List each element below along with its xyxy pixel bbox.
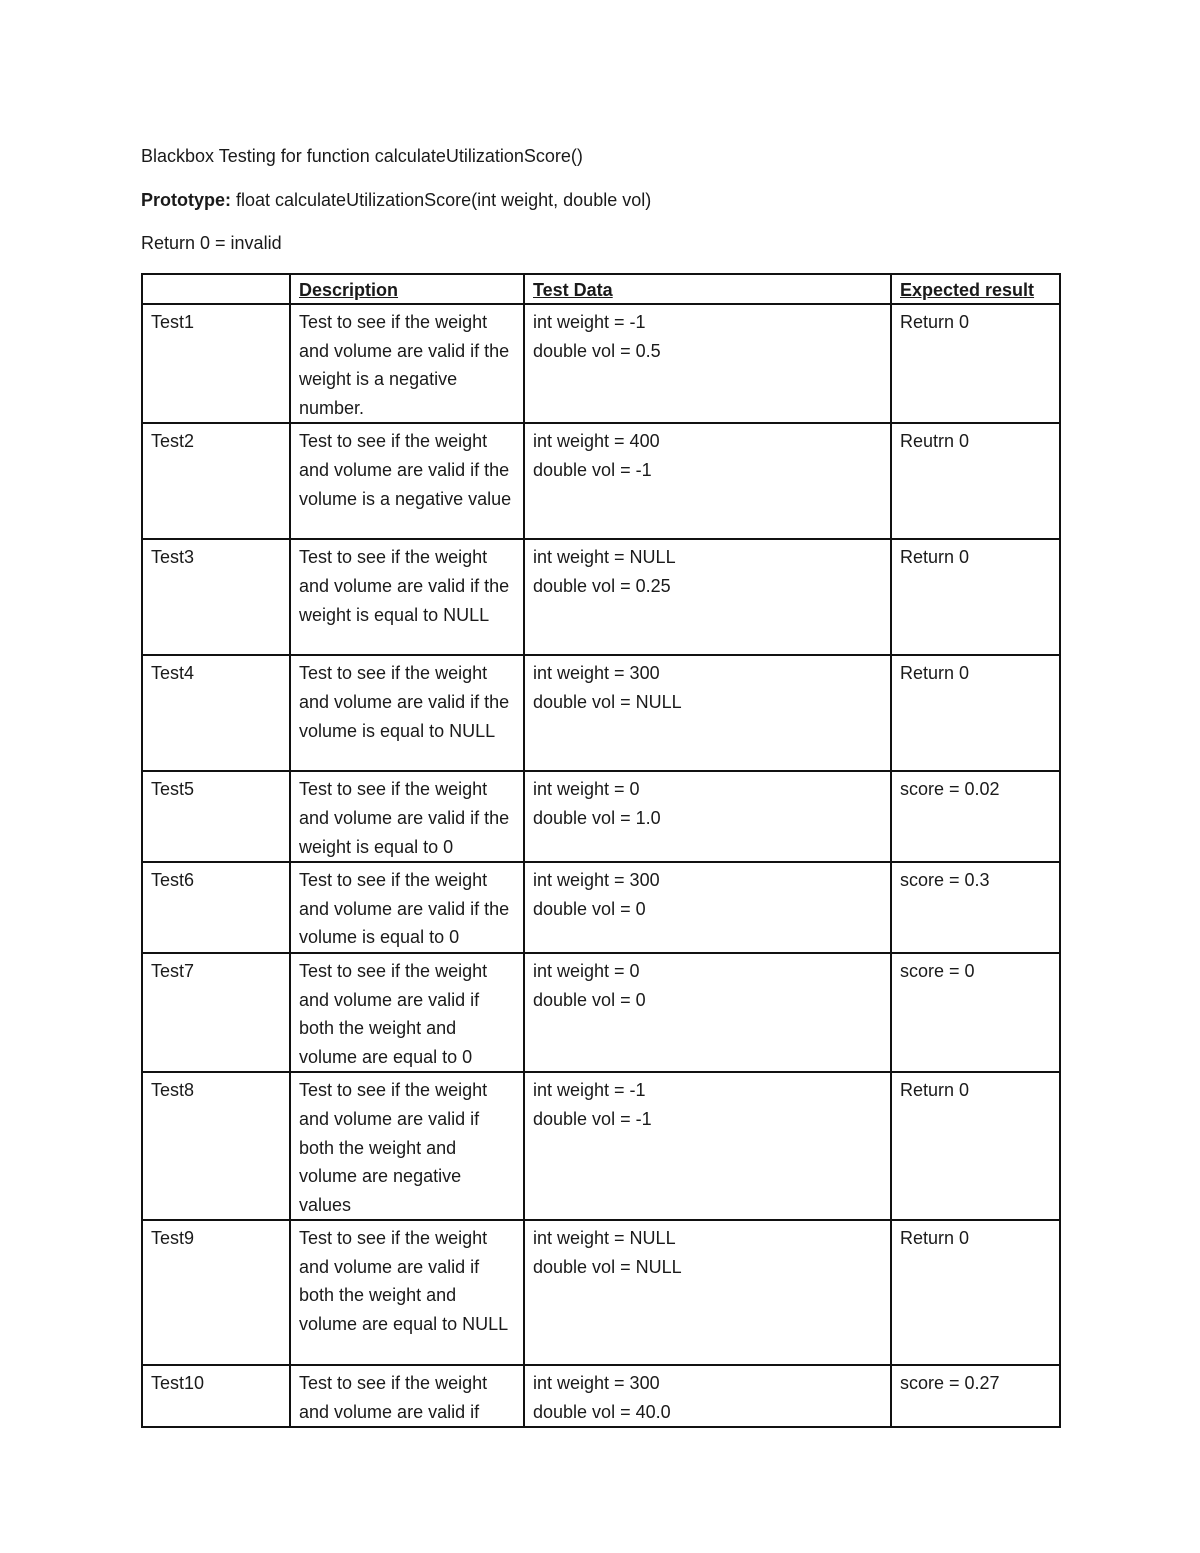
expected-result-cell: Return 0 [891,1220,1060,1365]
test-table [141,273,1061,1428]
test-id-cell: Test5 [142,771,290,862]
table-row [142,1220,1060,1365]
description-cell: Test to see if the weight and volume are valid if the volume is a negative value [290,423,524,539]
test-data-vol: double vol = NULL [533,691,682,712]
table-row [142,539,1060,655]
test-data-vol: double vol = 40.0 [533,1401,671,1422]
expected-result-cell: Reutrn 0 [891,423,1060,539]
test-data-weight: int weight = 300 [533,870,660,891]
description-cell: Test to see if the weight and volume are valid if the weight is equal to 0 [290,771,524,862]
test-data-vol: double vol = -1 [533,1108,652,1129]
description-cell: Test to see if the weight and volume are valid if [290,1365,524,1427]
test-data-cell [524,655,891,771]
test-data-cell [524,539,891,655]
expected-result-cell: Return 0 [891,655,1060,771]
test-data-weight: int weight = 300 [533,1373,660,1394]
test-data-vol: double vol = 0.5 [533,340,661,361]
test-data-vol: double vol = 0 [533,989,646,1010]
expected-result-cell: Return 0 [891,304,1060,423]
expected-result-cell: score = 0.3 [891,862,1060,953]
table-row [142,771,1060,862]
test-id-cell: Test8 [142,1072,290,1220]
header-empty [142,274,290,304]
table-row [142,862,1060,953]
table-row [142,304,1060,423]
test-data-weight: int weight = 300 [533,663,660,684]
expected-result-cell: score = 0 [891,953,1060,1072]
test-id-cell: Test9 [142,1220,290,1365]
description-cell: Test to see if the weight and volume are valid if the volume is equal to NULL [290,655,524,771]
test-data-weight: int weight = NULL [533,547,676,568]
test-data-cell [524,1220,891,1365]
prototype-signature: float calculateUtilizationScore(int weight, double vol) [231,190,652,210]
header-description: Description [290,274,524,304]
test-data-weight: int weight = -1 [533,1080,646,1101]
prototype-line [141,189,651,211]
test-data-vol: double vol = 1.0 [533,807,661,828]
table-header-row [142,274,1060,304]
test-id-cell: Test6 [142,862,290,953]
test-data-weight: int weight = 0 [533,960,640,981]
expected-result-cell: Return 0 [891,1072,1060,1220]
test-data-vol: double vol = NULL [533,1256,682,1277]
test-data-vol: double vol = 0.25 [533,575,671,596]
test-data-cell [524,304,891,423]
test-id-cell: Test1 [142,304,290,423]
description-cell: Test to see if the weight and volume are valid if both the weight and volume are equal to 0 [290,953,524,1072]
document-title: Blackbox Testing for function calculateUtilizationScore() [141,146,583,166]
return-note: Return 0 = invalid [141,233,282,253]
table-row [142,655,1060,771]
prototype-label: Prototype: [141,190,231,210]
description-cell: Test to see if the weight and volume are valid if the weight is a negative number. [290,304,524,423]
header-expected-result: Expected result [891,274,1060,304]
test-id-cell: Test2 [142,423,290,539]
test-id-cell: Test10 [142,1365,290,1427]
test-data-weight: int weight = 400 [533,431,660,452]
test-data-cell [524,1072,891,1220]
test-id-cell: Test7 [142,953,290,1072]
test-data-weight: int weight = -1 [533,312,646,332]
expected-result-cell: Return 0 [891,539,1060,655]
description-cell: Test to see if the weight and volume are valid if the weight is equal to NULL [290,539,524,655]
table-row [142,1072,1060,1220]
description-cell: Test to see if the weight and volume are valid if both the weight and volume are negative values [290,1072,524,1220]
test-id-cell: Test3 [142,539,290,655]
test-data-weight: int weight = 0 [533,779,640,800]
test-data-vol: double vol = 0 [533,898,646,919]
test-data-cell [524,862,891,953]
description-cell: Test to see if the weight and volume are valid if the volume is equal to 0 [290,862,524,953]
expected-result-cell: score = 0.02 [891,771,1060,862]
table-row [142,1365,1060,1427]
test-data-weight: int weight = NULL [533,1228,676,1249]
test-data-vol: double vol = -1 [533,459,652,480]
test-id-cell: Test4 [142,655,290,771]
test-data-cell [524,953,891,1072]
expected-result-cell: score = 0.27 [891,1365,1060,1427]
test-data-cell [524,423,891,539]
test-data-cell [524,771,891,862]
header-test-data: Test Data [524,274,891,304]
description-cell: Test to see if the weight and volume are valid if both the weight and volume are equal to NULL [290,1220,524,1365]
table-row [142,423,1060,539]
table-row [142,953,1060,1072]
test-data-cell [524,1365,891,1427]
